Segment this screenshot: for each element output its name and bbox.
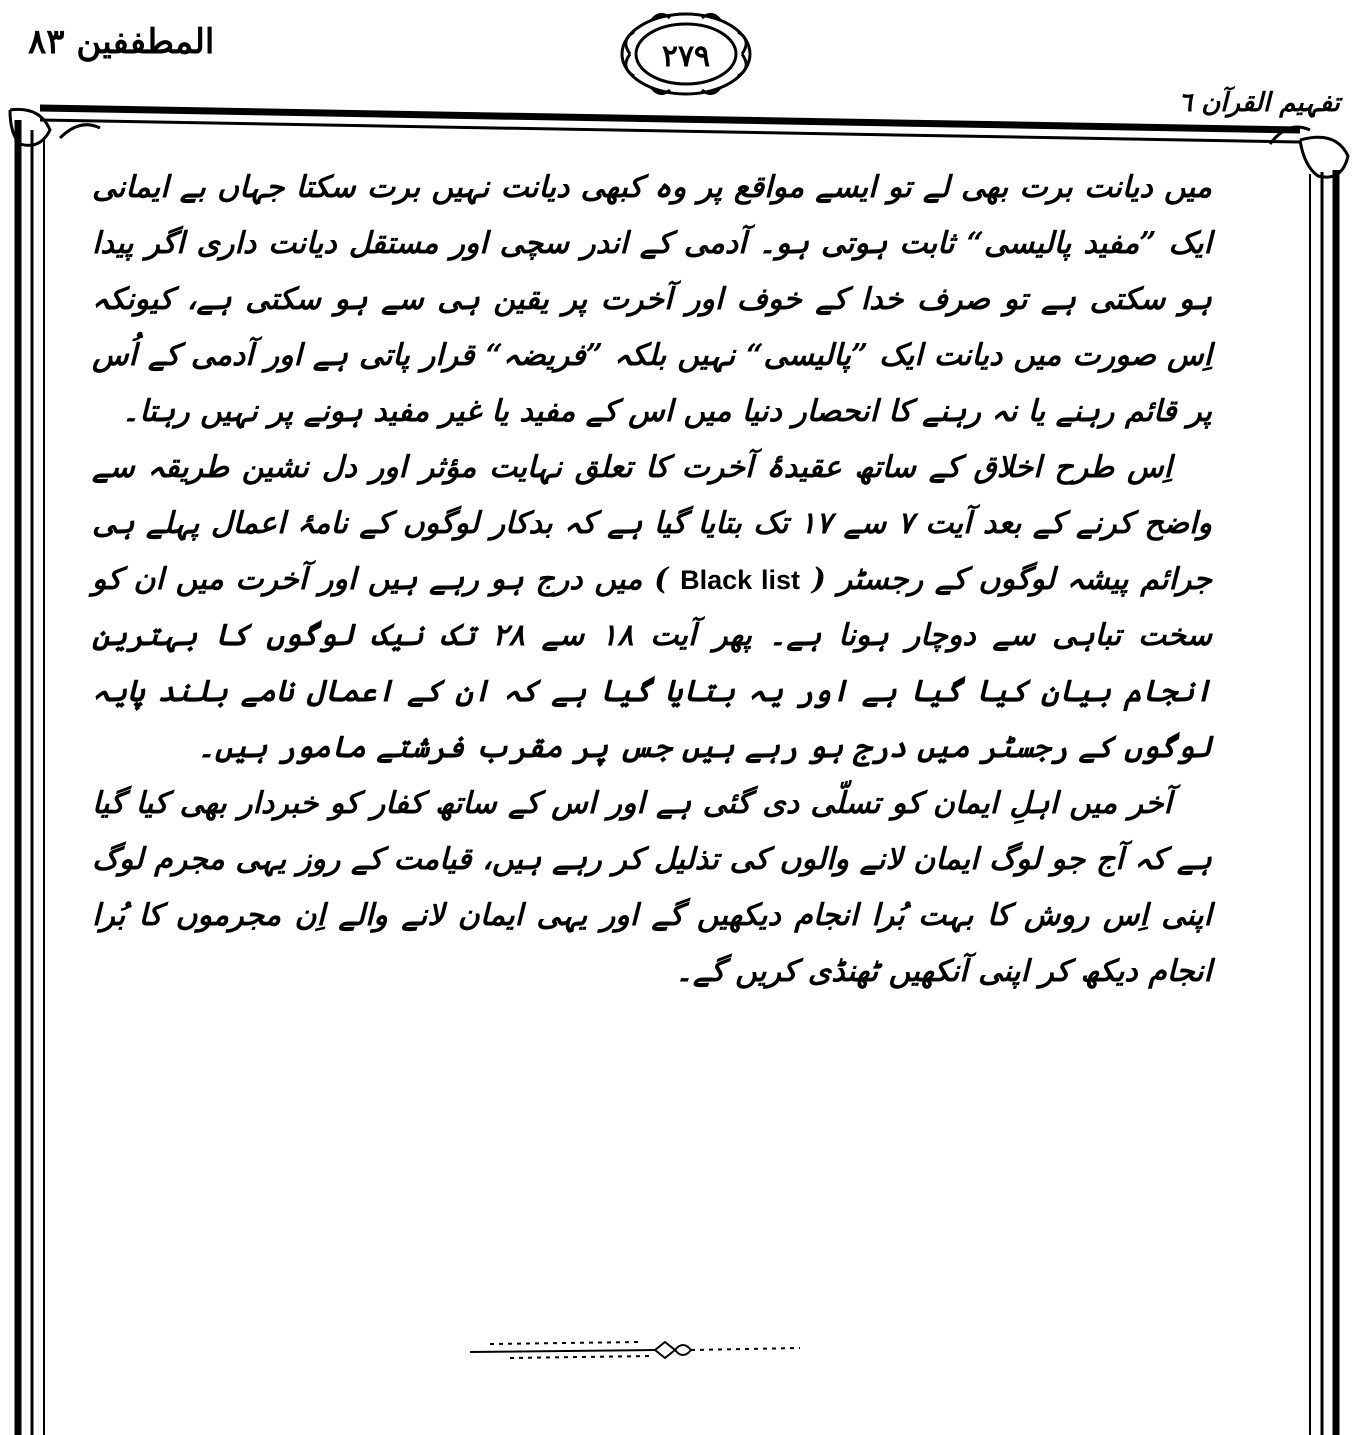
paragraph-1: میں دیانت برت بھی لے تو ایسے مواقع پر وہ کبھی دیانت نہیں برت سکتا جہاں بے ایمانی ایک ”مفید پالیسی“ ثابت ہوتی ہو۔ آدمی کے اندر سچی اور مستقل دیانت داری اگر پیدا ہو سکتی ہے تو صرف خدا کے خوف اور آخرت پر یقین ہی سے ہو سکتی ہے، کیونکہ اِس صورت میں دیانت ایک ”پالیسی“ نہیں بلکہ ”فریضہ“ قرار پاتی ہے اور آدمی کے اُس پر قائم رہنے یا نہ رہنے کا انحصار دنیا میں اس کے مفید یا غیر مفید ہونے پر نہیں رہتا۔: [92, 170, 1212, 429]
surah-page-ref: المطففین ۸۳: [28, 22, 215, 62]
body-text: [92, 160, 1212, 1000]
paragraph-2-part-2: ) میں درج ہو رہے ہیں اور آخرت میں ان کو سخت تباہی سے دوچار ہونا ہے۔ پھر آیت ۱۸ سے ۲۸ تک نیک لوگوں کا بہترین انجام بیان کیا گیا ہے اور یہ بتایا گیا ہے کہ ان کے اعمال نامے بلند پایہ لوگوں کے رجسٹر میں درج ہو رہے ہیں جس پر مقرب فرشتے مامور ہیں۔: [92, 562, 1212, 765]
paragraph-2-part-1: اِس طرح اخلاق کے ساتھ عقیدۂ آخرت کا تعلق نہایت مؤثر اور دل نشین طریقہ سے واضح کرنے کے بعد آیت ۷ سے ۱۷ تک بتایا گیا ہے کہ بدکار لوگوں کے نامۂ اعمال پہلے ہی جرائم پیشہ لوگوں کے رجسٹر (: [92, 450, 1213, 597]
black-list-term: Black list: [680, 565, 800, 595]
page-number-rosette-icon: [612, 6, 760, 102]
paragraph-3: آخر میں اہلِ ایمان کو تسلّی دی گئی ہے اور اس کے ساتھ کفار کو خبردار بھی کیا گیا ہے کہ آج جو لوگ ایمان لانے والوں کی تذلیل کر رہے ہیں، قیامت کے روز یہی مجرم لوگ اپنی اِس روش کا بہت بُرا انجام دیکھیں گے اور یہی ایمان لانے والے اِن مجرموں کا بُرا انجام دیکھ کر اپنی آنکھیں ٹھنڈی کریں گے۔: [92, 786, 1212, 989]
book-title-volume: تفہیم القرآن ٦: [1178, 88, 1340, 118]
section-end-flourish-icon: [470, 1332, 870, 1372]
paragraph-2: [92, 440, 1212, 776]
page-number: ۲۷۹: [661, 39, 711, 74]
